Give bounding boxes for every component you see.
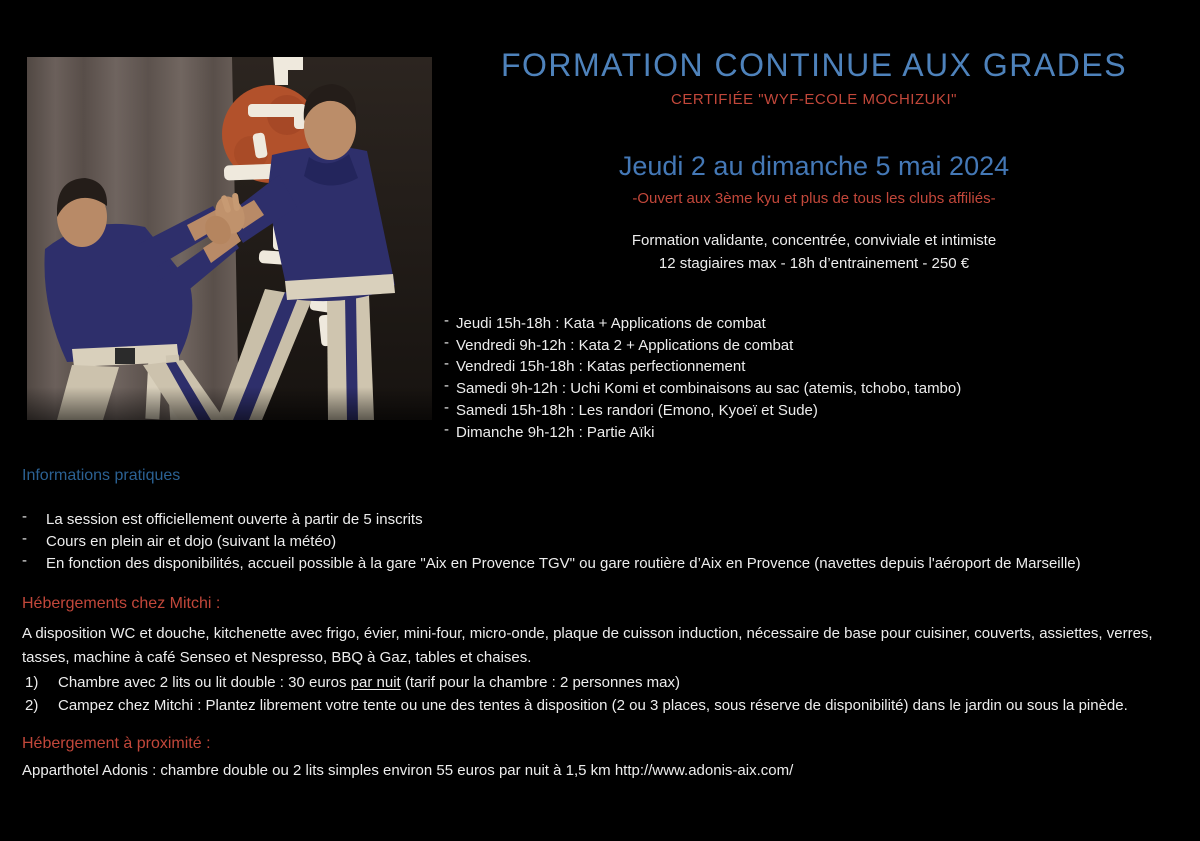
eligibility-note: -Ouvert aux 3ème kyu et plus de tous les clubs affiliés- — [632, 190, 996, 207]
bullet-dash: - — [444, 398, 449, 416]
option-text-underlined: par nuit — [350, 674, 401, 691]
bullet-dash: - — [22, 530, 27, 547]
schedule-item-text: Vendredi 15h-18h : Katas perfectionnement — [456, 358, 746, 376]
schedule-item-text: Samedi 9h-12h : Uchi Komi et combinaisons au sac (atemis, tchobo, tambo) — [456, 380, 962, 398]
option-text — [58, 694, 1128, 717]
lodging-option — [25, 694, 1128, 717]
schedule-item-text: Jeudi 15h-18h : Kata + Applications de combat — [456, 315, 766, 332]
practical-info-item — [22, 553, 1081, 575]
bullet-dash: - — [444, 312, 449, 329]
practical-info-text: Cours en plein air et dojo (suivant la météo) — [46, 533, 337, 550]
practical-info-item — [22, 509, 1081, 531]
lodging-mitchi-options — [25, 671, 1128, 717]
schedule-item — [444, 400, 961, 422]
bullet-dash: - — [444, 377, 449, 395]
bullet-dash: - — [22, 552, 27, 569]
summary-line-2: 12 stagiaires max - 18h d’entrainement - 250 € — [658, 255, 970, 272]
summary-line-1: Formation validante, concentrée, conviviale et intimiste — [631, 232, 997, 249]
schedule-item-text: Dimanche 9h-12h : Partie Aïki — [456, 423, 655, 441]
option-number: 2) — [25, 697, 39, 714]
header-column — [440, 0, 1188, 275]
practical-info-text: La session est officiellement ouverte à partir de 5 inscrits — [46, 511, 423, 528]
schedule-item — [444, 313, 961, 335]
event-dates: Jeudi 2 au dimanche 5 mai 2024 — [618, 151, 1010, 181]
lodging-mitchi-description: A disposition WC et douche, kitchenette avec frigo, évier, mini-four, micro-onde, plaque de cuisson induction, nécessaire de base pour cuisiner, couverts, assiettes, verres, tasses, machine à café Senseo et Nespresso, BBQ à Gaz, tables et chaises. — [22, 625, 1153, 666]
schedule-item — [444, 422, 961, 444]
photo-bottom-shadow — [27, 387, 432, 420]
lodging-mitchi-heading: Hébergements chez Mitchi : — [22, 595, 221, 612]
option-text-before: Chambre avec 2 lits ou lit double : 30 euros — [58, 674, 351, 691]
photo-martial-arts — [27, 57, 432, 420]
bullet-dash: - — [22, 508, 27, 525]
bullet-dash: - — [444, 333, 449, 351]
certification-subtitle: CERTIFIÉE "WYF-ECOLE MOCHIZUKI" — [671, 91, 957, 108]
option-number: 1) — [25, 674, 39, 691]
page-title: FORMATION CONTINUE AUX GRADES — [500, 47, 1128, 83]
schedule-list — [444, 313, 961, 443]
bullet-dash: - — [444, 420, 449, 438]
practical-info-heading: Informations pratiques — [22, 467, 181, 484]
practical-info-text: En fonction des disponibilités, accueil possible à la gare "Aix en Provence TGV" ou gare routière d’Aix en Provence (navettes depuis l'aéroport de Marseille) — [46, 555, 1081, 572]
schedule-item — [444, 335, 961, 357]
option-text-before: Campez chez Mitchi : Plantez librement votre tente ou une des tentes à disposition (2 ou 3 places, sous réserve de disponibilité) dans le jardin ou sous la pinède. — [58, 697, 1128, 714]
event-summary — [440, 229, 1188, 275]
lodging-nearby-heading: Hébergement à proximité : — [22, 735, 211, 752]
lodging-option — [25, 671, 1128, 694]
bullet-dash: - — [444, 355, 449, 373]
option-text — [58, 671, 680, 694]
lodging-nearby-text: Apparthotel Adonis : chambre double ou 2 lits simples environ 55 euros par nuit à 1,5 km http://www.adonis-aix.com/ — [22, 762, 794, 779]
practical-info-list — [22, 509, 1081, 575]
practical-info-item — [22, 531, 1081, 553]
schedule-item-text: Samedi 15h-18h : Les randori (Emono, Kyoeï et Sude) — [456, 401, 818, 419]
option-text-after: (tarif pour la chambre : 2 personnes max) — [400, 674, 681, 691]
schedule-item-text: Vendredi 9h-12h : Kata 2 + Applications de combat — [456, 336, 794, 354]
schedule-item — [444, 378, 961, 400]
schedule-item — [444, 356, 961, 378]
